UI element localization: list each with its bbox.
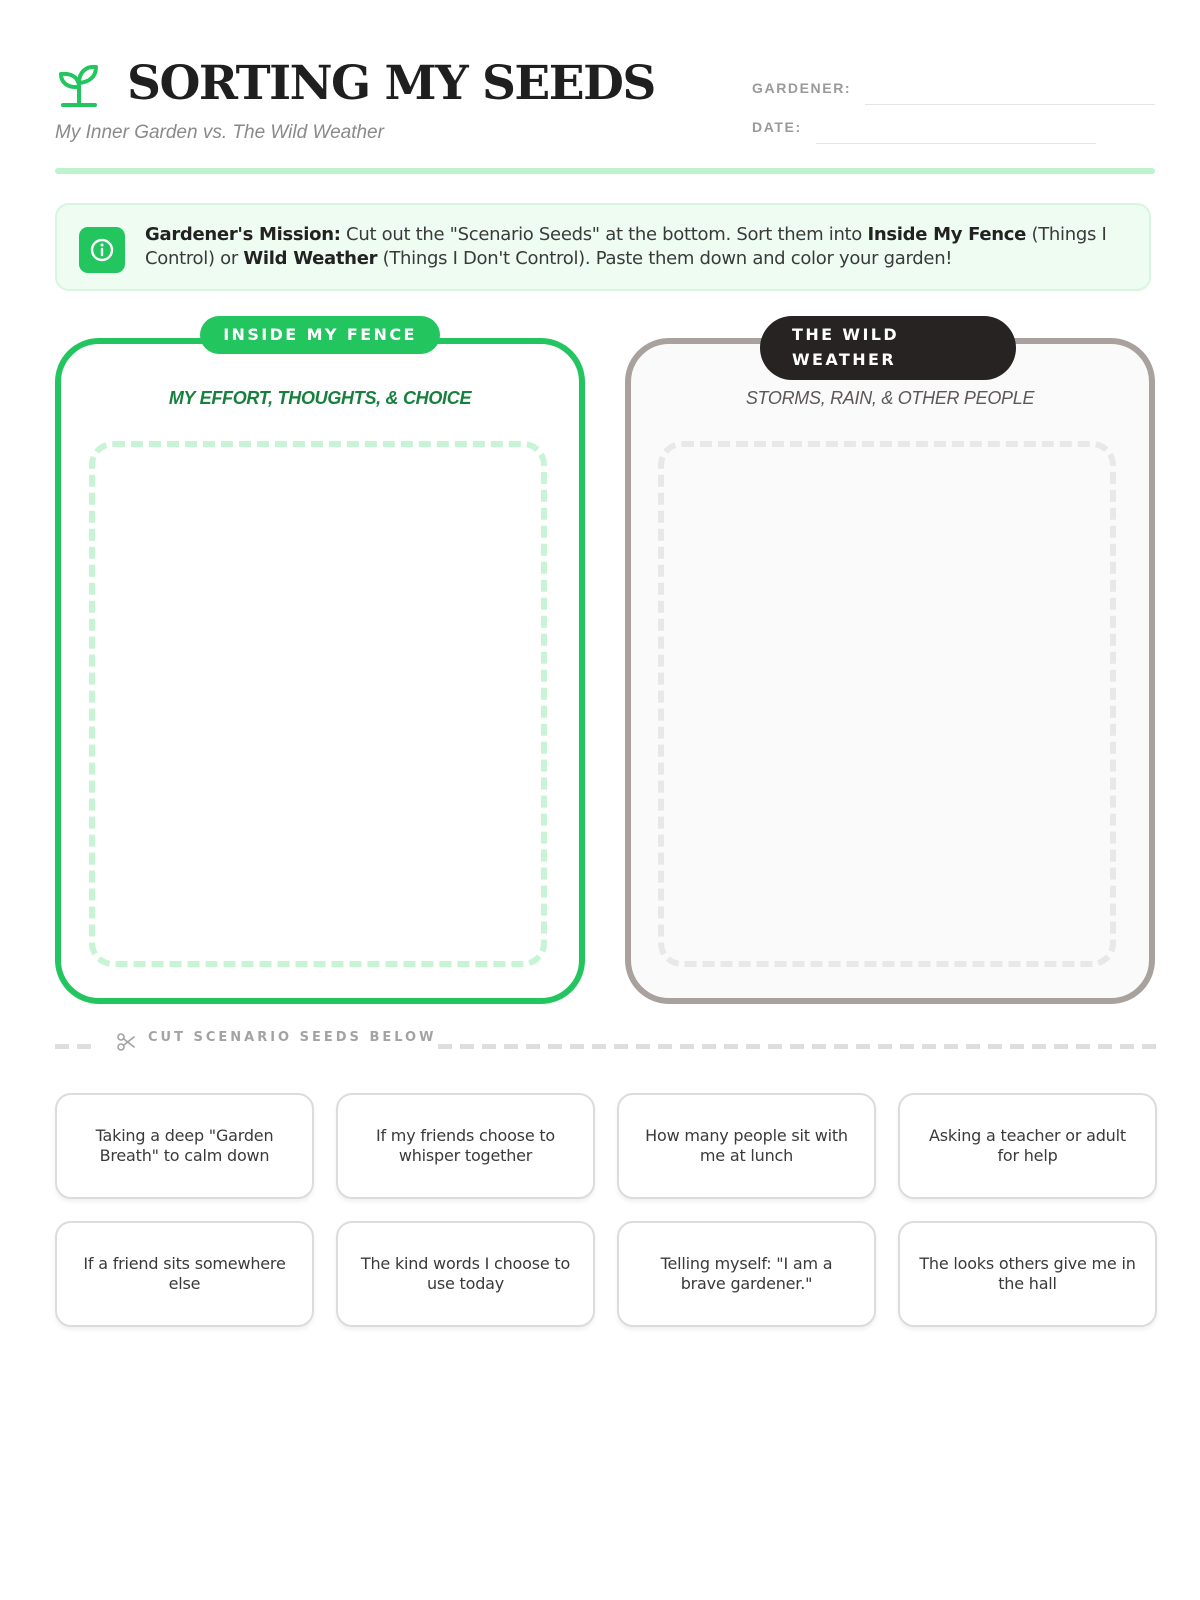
wild-weather-tab <box>760 316 1016 380</box>
page-subtitle: My Inner Garden vs. The Wild Weather <box>55 122 384 143</box>
scenario-seed-card[interactable]: Telling myself: "I am a brave gardener." <box>617 1221 876 1327</box>
info-icon <box>79 227 125 273</box>
inside-my-fence-drop-zone[interactable] <box>89 441 547 967</box>
scissors-icon <box>116 1032 136 1052</box>
wild-weather-tab-line: THE WILD <box>792 325 900 344</box>
inside-my-fence-subtitle: MY EFFORT, THOUGHTS, & CHOICE <box>168 388 472 408</box>
inside-my-fence-tab: INSIDE MY FENCE <box>200 316 440 354</box>
mission-text <box>145 223 1125 271</box>
scenario-seed-card[interactable]: The kind words I choose to use today <box>336 1221 595 1327</box>
worksheet-header <box>55 56 1155 156</box>
wild-weather-subtitle: STORMS, RAIN, & OTHER PEOPLE <box>745 388 1035 408</box>
scenario-seed-card[interactable]: Taking a deep "Garden Breath" to calm down <box>55 1093 314 1199</box>
page-title: SORTING MY SEEDS <box>127 56 655 111</box>
gardener-label: GARDENER: <box>752 80 852 96</box>
mission-text-part: Cut out the "Scenario Seeds" at the bottom. Sort them into <box>340 224 868 245</box>
sprout-icon <box>55 61 103 109</box>
cut-line <box>55 1044 91 1049</box>
scenario-seed-card[interactable]: Asking a teacher or adult for help <box>898 1093 1157 1199</box>
mission-inside-term: Inside My Fence <box>867 224 1027 245</box>
wild-weather-tab-line: WEATHER <box>792 350 897 369</box>
mission-box <box>55 203 1151 291</box>
wild-weather-drop-zone[interactable] <box>658 441 1116 967</box>
date-field[interactable] <box>816 143 1096 144</box>
date-label: DATE: <box>752 119 802 135</box>
mission-text-part: (Things I Control) or <box>145 224 1107 269</box>
cut-line <box>438 1044 1156 1049</box>
mission-text-part: (Things I Don't Control). Paste them down and color your garden! <box>377 248 953 269</box>
mission-wild-term: Wild Weather <box>243 248 378 269</box>
scenario-seed-card[interactable]: The looks others give me in the hall <box>898 1221 1157 1327</box>
header-divider <box>55 168 1155 174</box>
cut-label: CUT SCENARIO SEEDS BELOW <box>148 1030 437 1045</box>
mission-label: Gardener's Mission: <box>145 224 341 245</box>
scenario-seeds-grid <box>55 1093 1157 1327</box>
scenario-seed-card[interactable]: How many people sit with me at lunch <box>617 1093 876 1199</box>
gardener-name-field[interactable] <box>865 104 1155 105</box>
scenario-seed-card[interactable]: If a friend sits somewhere else <box>55 1221 314 1327</box>
scenario-seed-card[interactable]: If my friends choose to whisper together <box>336 1093 595 1199</box>
